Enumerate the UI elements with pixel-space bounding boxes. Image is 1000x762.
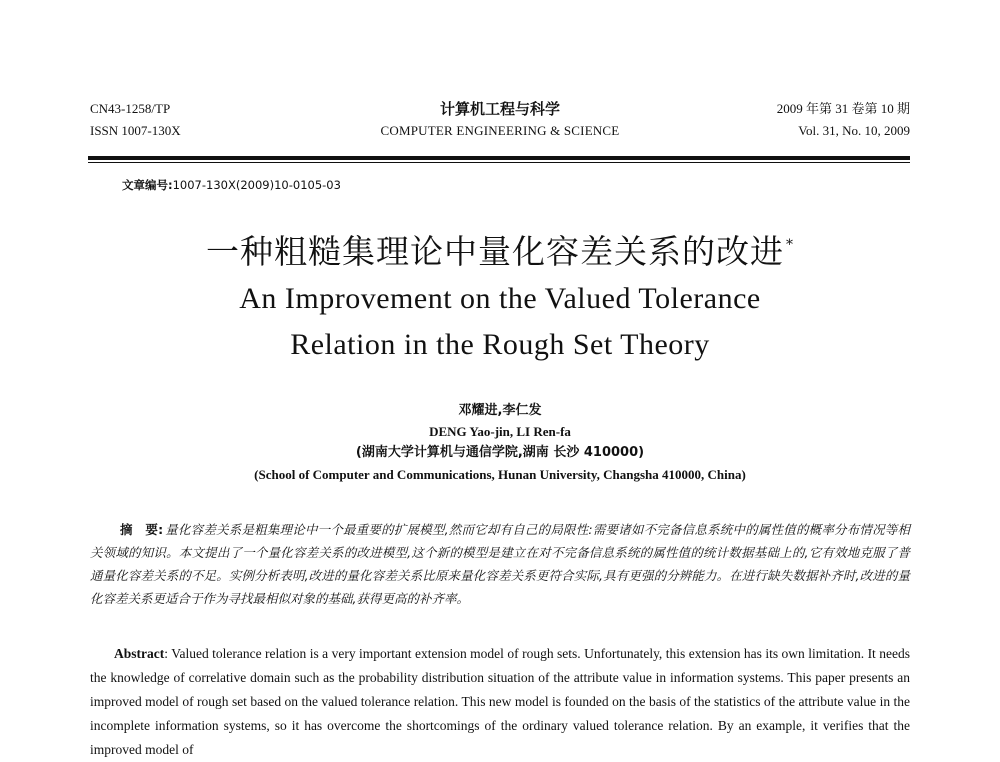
affiliation-en: (School of Computer and Communications, Hunan University, Changsha 410000, China) — [254, 467, 746, 482]
journal-header — [90, 98, 910, 158]
journal-name-en: COMPUTER ENGINEERING & SCIENCE — [380, 123, 620, 138]
article-number — [122, 177, 341, 193]
authors-en: DENG Yao-jin, LI Ren-fa — [429, 424, 571, 439]
title-en-line1: An Improvement on the Valued Tolerance — [239, 282, 761, 315]
author-block — [0, 400, 1000, 486]
abstract-en — [90, 642, 910, 762]
issue-cn: 2009 年第 31 卷第 10 期 — [776, 101, 910, 116]
abstract-cn — [90, 518, 910, 610]
title-cn — [0, 226, 1000, 273]
header-rule-thin — [88, 162, 910, 163]
issue-en: Vol. 31, No. 10, 2009 — [798, 123, 910, 138]
title-en-line2: Relation in the Rough Set Theory — [290, 328, 710, 361]
journal-name-cn: 计算机工程与科学 — [439, 100, 560, 118]
article-number-label: 文章编号: — [122, 178, 173, 192]
title-footnote-mark: * — [786, 237, 794, 253]
abstract-en-text: : Valued tolerance relation is a very important extension model of rough sets. Unfortunately, this extension has its own limitation. It needs the knowledge of correlative domain such as the probability distribution situation of the attribute value in information systems. This paper presents an improved model of rough set based on the valued tolerance relation. This new model is founded on the basis of the statistics of the attribute value in the incomplete information systems, so it has overcome the shortcomings of the ordinary valued tolerance relation. By an example, it verifies that the improved model of — [90, 646, 910, 757]
header-rule-thick — [88, 156, 910, 160]
abstract-en-label: Abstract — [114, 646, 165, 661]
abstract-cn-text: 量化容差关系是粗集理论中一个最重要的扩展模型,然而它却有自己的局限性:需要诸如不完备信息系统中的属性值的概率分布情况等相关领域的知识。本文提出了一个量化容差关系的改进模型,这个新的模型是建立在对不完备信息系统的属性值的统计数据基础上的,它有效地克服了普通量化容差关系的不足。实例分析表明,改进的量化容差关系比原来量化容差关系更符合实际,具有更强的分辨能力。在进行缺失数据补齐时,改进的量化容差关系更适合于作为寻找最相似对象的基础,获得更高的补齐率。 — [90, 522, 911, 606]
cn-number: CN43-1258/TP — [90, 101, 171, 116]
header-right — [777, 98, 910, 142]
affiliation-cn: (湖南大学计算机与通信学院,湖南 长沙 410000) — [355, 445, 645, 460]
abstract-cn-label: 摘 要: — [120, 522, 164, 537]
title-en — [0, 276, 1000, 368]
authors-cn: 邓耀进,李仁发 — [458, 403, 542, 418]
article-number-value: 1007-130X(2009)10-0105-03 — [172, 178, 341, 192]
title-cn-text: 一种粗糙集理论中量化容差关系的改进 — [206, 232, 784, 271]
issn-number: ISSN 1007-130X — [90, 123, 181, 138]
